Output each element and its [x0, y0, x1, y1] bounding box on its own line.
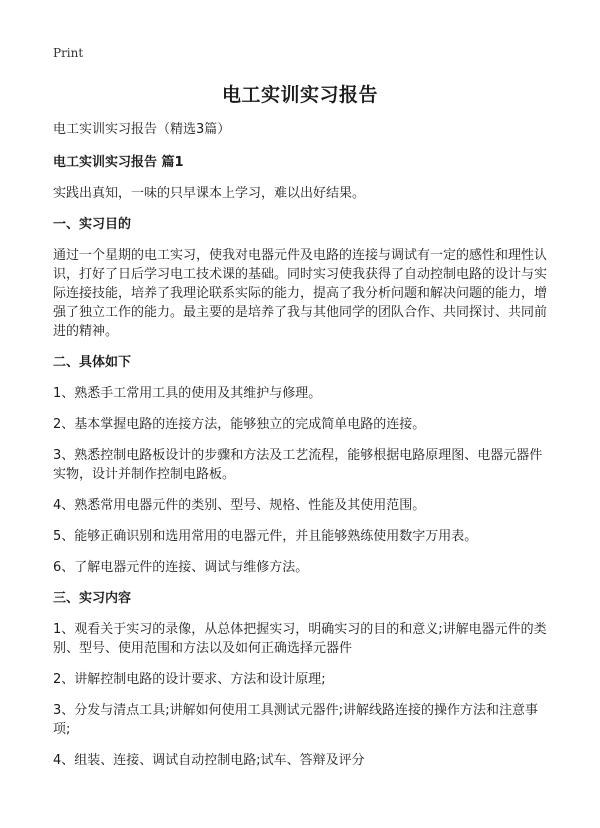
section-heading-content: 三、实习内容 — [53, 591, 132, 606]
content-item: 3、分发与清点工具;讲解如何使用工具测试元器件;讲解线路连接的操作方法和注意事项; — [53, 703, 539, 737]
section-heading-details: 二、具体如下 — [53, 355, 132, 370]
document-subtitle: 电工实训实习报告（精选3篇） — [53, 122, 231, 137]
content-item: 1、观看关于实习的录像，从总体把握实习，明确实习的目的和意义;讲解电器元件的类别、型号、使用范围和方法以及如何正确选择元器件 — [53, 622, 547, 656]
detail-item: 1、熟悉手工常用工具的使用及其维护与修理。 — [53, 386, 322, 401]
detail-item: 4、熟悉常用电器元件的类别、型号、规格、性能及其使用范围。 — [53, 498, 426, 513]
article-heading: 电工实训实习报告 篇1 — [53, 155, 184, 170]
page-title: 电工实训实习报告 — [221, 84, 378, 106]
intro-paragraph: 实践出真知，一味的只早课本上学习，难以出好结果。 — [53, 186, 366, 201]
detail-item: 2、基本掌握电路的连接方法，能够独立的完成简单电路的连接。 — [53, 417, 426, 432]
content-item: 4、组装、连接、调试自动控制电路;试车、答辩及评分 — [53, 753, 365, 768]
section-heading-objective: 一、实习目的 — [53, 217, 132, 232]
print-label: Print — [53, 46, 84, 60]
detail-item: 5、能够正确识别和选用常用的电器元件，并且能够熟练使用数字万用表。 — [53, 529, 478, 544]
detail-item: 6、了解电器元件的连接、调试与维修方法。 — [53, 560, 309, 575]
document-body — [53, 120, 550, 782]
content-item: 2、讲解控制电路的设计要求、方法和设计原理; — [53, 672, 326, 687]
detail-item: 3、熟悉控制电路板设计的步骤和方法及工艺流程，能够根据电路原理图、电器元器件实物，设计并制作控制电路板。 — [53, 448, 543, 482]
objective-paragraph: 通过一个星期的电工实习，使我对电器元件及电路的连接与调试有一定的感性和理性认识，打好了日后学习电工技术课的基础。同时实习使我获得了自动控制电路的设计与实际连接技能，培养了我理论联系实际的能力，提高了我分析问题和解决问题的能力，增强了独立工作的能力。最主要的是培养了我与其他同学的团队合作、共同探讨、共同前进的精神。 — [53, 248, 548, 339]
